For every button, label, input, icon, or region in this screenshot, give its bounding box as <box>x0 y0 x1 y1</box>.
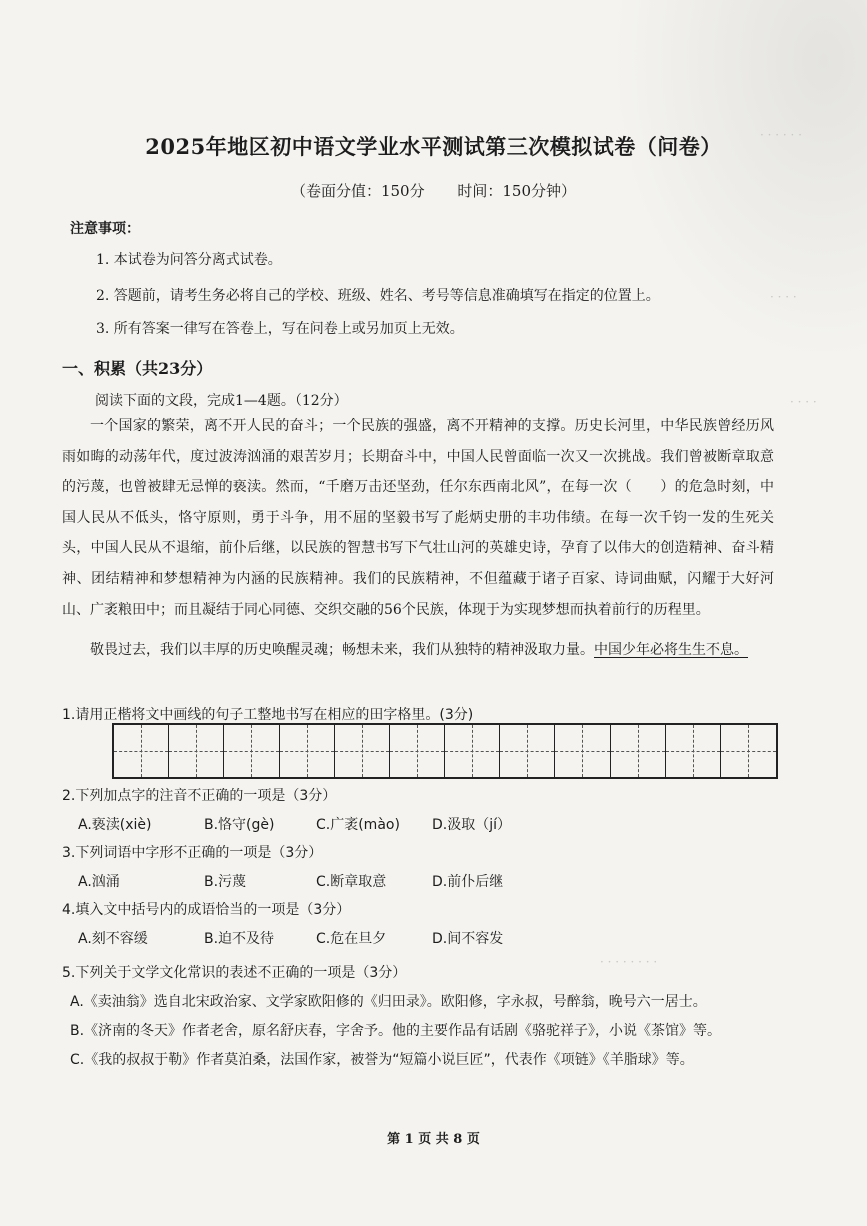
question-3: 3.下列词语中字形不正确的一项是（3分） <box>62 845 323 861</box>
section-heading: 一、积累（共23分） <box>62 359 213 378</box>
grid-cell[interactable] <box>500 725 555 777</box>
option-b: B.迫不及待 <box>204 931 275 947</box>
option-c: C.广袤(mào) <box>316 817 400 833</box>
question-2: 2.下列加点字的注音不正确的一项是（3分） <box>62 788 337 804</box>
grid-cell[interactable] <box>445 725 500 777</box>
grid-cell[interactable] <box>335 725 390 777</box>
exam-subtitle <box>0 180 867 201</box>
reading-passage-2 <box>62 635 774 666</box>
option-b: B.污蔑 <box>204 874 247 890</box>
grid-cell[interactable] <box>224 725 279 777</box>
exam-title: 2025年地区初中语文学业水平测试第三次模拟试卷（问卷） <box>145 134 722 159</box>
option-c: C.危在旦夕 <box>316 931 387 947</box>
page-number: 第 1 页 共 8 页 <box>387 1132 480 1147</box>
grid-cell[interactable] <box>611 725 666 777</box>
grid-cell[interactable] <box>721 725 776 777</box>
reading-intro: 阅读下面的文段，完成1—4题。（12分） <box>95 393 348 409</box>
grid-cell[interactable] <box>555 725 610 777</box>
option-a: A.亵渎(xiè) <box>78 817 152 833</box>
question-5-option-b: B.《济南的冬天》作者老舍，原名舒庆春，字舍予。他的主要作品有话剧《骆驼祥子》，小说《茶馆》等。 <box>70 1023 722 1039</box>
question-5-option-c: C.《我的叔叔于勒》作者莫泊桑，法国作家，被誉为“短篇小说巨匠”，代表作《项链》《羊脂球》等。 <box>70 1052 694 1068</box>
notice-heading: 注意事项： <box>70 221 140 237</box>
notice-item-2: 2. 答题前，请考生务必将自己的学校、班级、姓名、考号等信息准确填写在指定的位置上。 <box>96 288 660 304</box>
grid-cell[interactable] <box>666 725 721 777</box>
option-d: D.前仆后继 <box>432 874 504 890</box>
option-c: C.断章取意 <box>316 874 387 890</box>
underlined-sentence: 中国少年必将生生不息。 <box>594 642 748 658</box>
time-info: 时间：150分钟） <box>457 182 577 200</box>
exam-page: · · · · · · · · · · · · · · · · · · · · · · 2025年地区初中语文学业水平测试第三次模拟试卷（问卷） （卷面分值：150分 时间：150分钟） 注意事项： 1. 本试卷为问答分离式试卷。 2. 答题前，请考生务必将自己的学校、班级、姓名、考号等信息准确填写在指定的位置上。 3. 所有答案一律写在答卷上，写在问卷上或另加页上无效。 一、积累（共23分） 阅读下面的文段，完成1—4题。（12分） 一个国家的繁荣，离不开人民的奋斗；一个民族的强盛，离不开精神的支撑。历史长河里，中华民族曾经历风雨如晦的动荡年代，度过波涛汹涌的艰苦岁月；长期奋斗中，中国人民曾面临一次又一次挑战。我们曾被断章取意的污蔑，也曾被肆无忌惮的亵渎。然而，“千磨万击还坚劲，任尔东西南北风”，在每一次（ ）的危急时刻，中国人民从不低头，恪守原则，勇于斗争，用不屈的坚毅书写了彪炳史册的丰功伟绩。在每一次千钧一发的生死关头，中国人民从不退缩，前仆后继，以民族的智慧书写下气壮山河的英雄史诗，孕育了以伟大的创造精神、奋斗精神、团结精神和梦想精神为内涵的民族精神。我们的民族精神，不但蕴藏于诸子百家、诗词曲赋，闪耀于大好河山、广袤粮田中；而且凝结于同心同德、交织交融的56个民族，体现于为实现梦想而执着前行的历程里。 敬畏过去，我们以丰厚的历史唤醒灵魂；畅想未来，我们从独特的精神汲取力量。中国少年必将生生不息。 1.请用正楷将文中画线的句子工整地书写在相应的田字格里。(3分) 2.下列加点字的注音不正确的一项是（3分） A.亵渎(xiè) B.恪守(gè) C.广袤(mào) D.汲取（jí） 3.下列词语中字形不正确的一项是（3分） A.汹涌 B.污蔑 C.断章取意 D.前仆后继 4.填入文中括号内的成语恰当的一项是（3分） A.刻不容缓 B.迫不及待 C.危在旦夕 D.间不容发 5.下列关于文学文化常识的表述不正确的一项是（3分） A.《卖油翁》选自北宋政治家、文学家欧阳修的《归田录》。欧阳修，字永叔，号醉翁，晚号六一居士。 B.《济南的冬天》作者老舍，原名舒庆春，字舍予。他的主要作品有话剧《骆驼祥子》，小说《茶馆》等。 C.《我的叔叔于勒》作者莫泊桑，法国作家，被誉为“短篇小说巨匠”，代表作《项链》《羊脂球》等。 第 1 页 共 8 页 <box>0 0 867 1226</box>
option-b: B.恪守(gè) <box>204 817 275 833</box>
passage-2-text: 敬畏过去，我们以丰厚的历史唤醒灵魂；畅想未来，我们从独特的精神汲取力量。 <box>90 642 594 658</box>
question-5-option-a: A.《卖油翁》选自北宋政治家、文学家欧阳修的《归田录》。欧阳修，字永叔，号醉翁，晚号六一居士。 <box>70 994 707 1010</box>
grid-cell[interactable] <box>169 725 224 777</box>
question-1: 1.请用正楷将文中画线的句子工整地书写在相应的田字格里。(3分) <box>62 707 474 723</box>
tianzige-grid[interactable] <box>112 723 778 779</box>
option-d: D.间不容发 <box>432 931 504 947</box>
option-d: D.汲取（jí） <box>432 817 512 833</box>
grid-cell[interactable] <box>114 725 169 777</box>
question-4: 4.填入文中括号内的成语恰当的一项是（3分） <box>62 902 351 918</box>
option-a: A.刻不容缓 <box>78 931 148 947</box>
option-a: A.汹涌 <box>78 874 120 890</box>
question-5: 5.下列关于文学文化常识的表述不正确的一项是（3分） <box>62 965 407 981</box>
reading-passage-1: 一个国家的繁荣，离不开人民的奋斗；一个民族的强盛，离不开精神的支撑。历史长河里，中华民族曾经历风雨如晦的动荡年代，度过波涛汹涌的艰苦岁月；长期奋斗中，中国人民曾面临一次又一次挑战。我们曾被断章取意的污蔑，也曾被肆无忌惮的亵渎。然而，“千磨万击还坚劲，任尔东西南北风”，在每一次（ ）的危急时刻，中国人民从不低头，恪守原则，勇于斗争，用不屈的坚毅书写了彪炳史册的丰功伟绩。在每一次千钧一发的生死关头，中国人民从不退缩，前仆后继，以民族的智慧书写下气壮山河的英雄史诗，孕育了以伟大的创造精神、奋斗精神、团结精神和梦想精神为内涵的民族精神。我们的民族精神，不但蕴藏于诸子百家、诗词曲赋，闪耀于大好河山、广袤粮田中；而且凝结于同心同德、交织交融的56个民族，体现于为实现梦想而执着前行的历程里。 <box>62 418 774 618</box>
notice-item-1: 1. 本试卷为问答分离式试卷。 <box>96 252 282 268</box>
grid-cell[interactable] <box>280 725 335 777</box>
grid-cell[interactable] <box>390 725 445 777</box>
score-info: （卷面分值：150分 <box>290 182 425 200</box>
notice-item-3: 3. 所有答案一律写在答卷上，写在问卷上或另加页上无效。 <box>96 321 464 337</box>
